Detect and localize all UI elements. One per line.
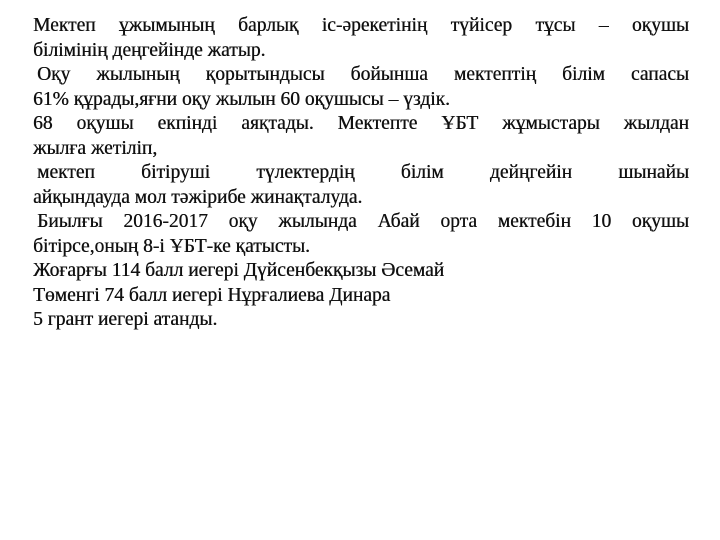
text-line-13: 5 грант иегері атанды. [33, 309, 218, 330]
text-line-9: Биылғы 2016-2017 оқу жылында Абай орта мектебін 10 оқушы [37, 211, 689, 232]
text-line-11: Жоғарғы 114 балл иегері Дүйсенбекқызы Әсемай [33, 260, 445, 281]
text-line-3: Оқу жылының қорытындысы бойынша мектептің білім сапасы [37, 64, 689, 85]
text-line-8: айқындауда мол тәжірибе жинақталуда. [33, 186, 363, 208]
text-line-1: Мектеп ұжымының барлық іс-әрекетінің түйісер тұсы – оқушы [33, 15, 689, 36]
text-line-4: 61% құрады,яғни оқу жылын 60 оқушысы – үздік. [33, 88, 450, 110]
text-line-12: Төменгі 74 балл иегері Нұрғалиева Динара [33, 284, 391, 306]
text-line-10: бітірсе,оның 8-і ҰБТ-ке қатысты. [33, 235, 310, 257]
text-line-5: 68 оқушы екпінді аяқтады. Мектепте ҰБТ жұмыстары жылдан [33, 113, 689, 134]
document-text [33, 14, 689, 333]
text-line-7: мектеп бітіруші түлектердің білім дейңгейін шынайы [37, 162, 689, 183]
text-line-2: білімінің деңгейінде жатыр. [33, 39, 266, 61]
text-line-6: жылға жетіліп, [33, 137, 158, 159]
